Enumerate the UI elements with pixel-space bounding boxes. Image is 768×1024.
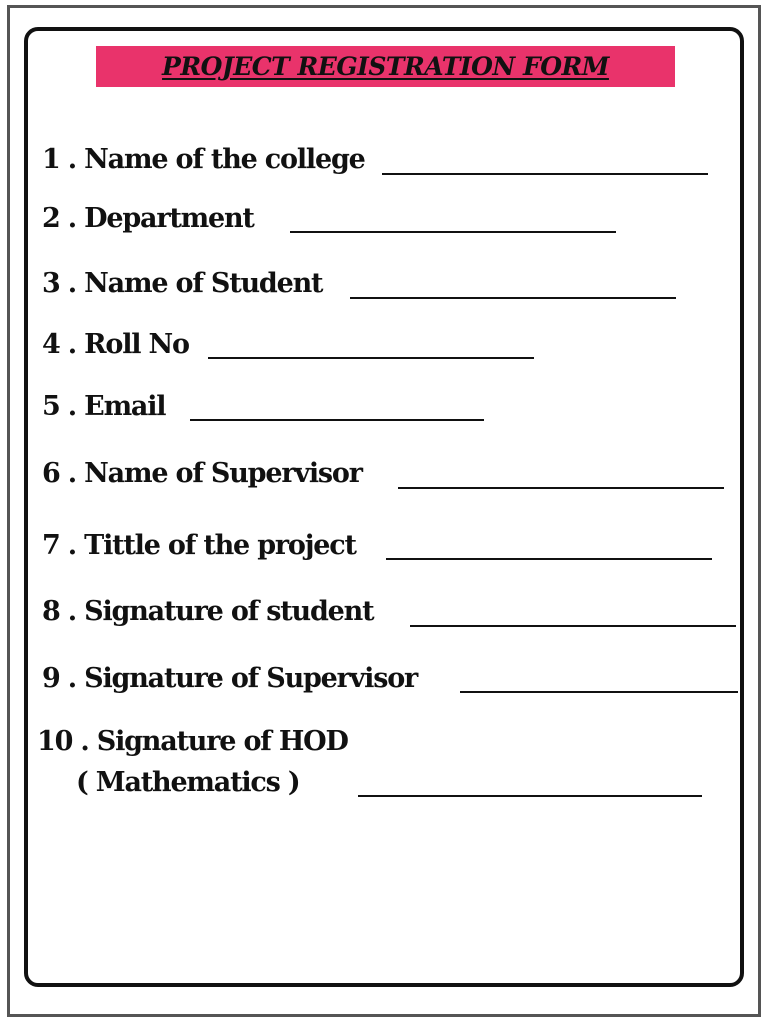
field-label-department: 2 . Department — [42, 203, 254, 234]
title-banner — [96, 46, 675, 87]
field-label-student-signature: 8 . Signature of student — [42, 596, 374, 627]
field-label-project-title: 7 . Tittle of the project — [42, 530, 356, 561]
college-name-field[interactable] — [382, 173, 708, 175]
roll-no-field[interactable] — [208, 357, 534, 359]
field-label-college-name: 1 . Name of the college — [42, 144, 365, 175]
supervisor-name-field[interactable] — [398, 487, 724, 489]
student-signature-field[interactable] — [410, 625, 736, 627]
supervisor-signature-field[interactable] — [460, 691, 738, 693]
field-label-supervisor-signature: 9 . Signature of Supervisor — [42, 663, 418, 694]
form-title: PROJECT REGISTRATION FORM — [162, 52, 609, 81]
field-label-student-name: 3 . Name of Student — [42, 268, 323, 299]
field-label-email: 5 . Email — [42, 391, 166, 422]
project-title-field[interactable] — [386, 558, 712, 560]
field-label-hod-signature: 10 . Signature of HOD — [37, 726, 348, 757]
department-field[interactable] — [290, 231, 616, 233]
hod-signature-field[interactable] — [358, 795, 702, 797]
student-name-field[interactable] — [350, 297, 676, 299]
field-label-roll-no: 4 . Roll No — [42, 329, 189, 360]
email-field[interactable] — [190, 419, 484, 421]
field-label-supervisor-name: 6 . Name of Supervisor — [42, 458, 362, 489]
field-sublabel-mathematics: ( Mathematics ) — [76, 767, 300, 798]
